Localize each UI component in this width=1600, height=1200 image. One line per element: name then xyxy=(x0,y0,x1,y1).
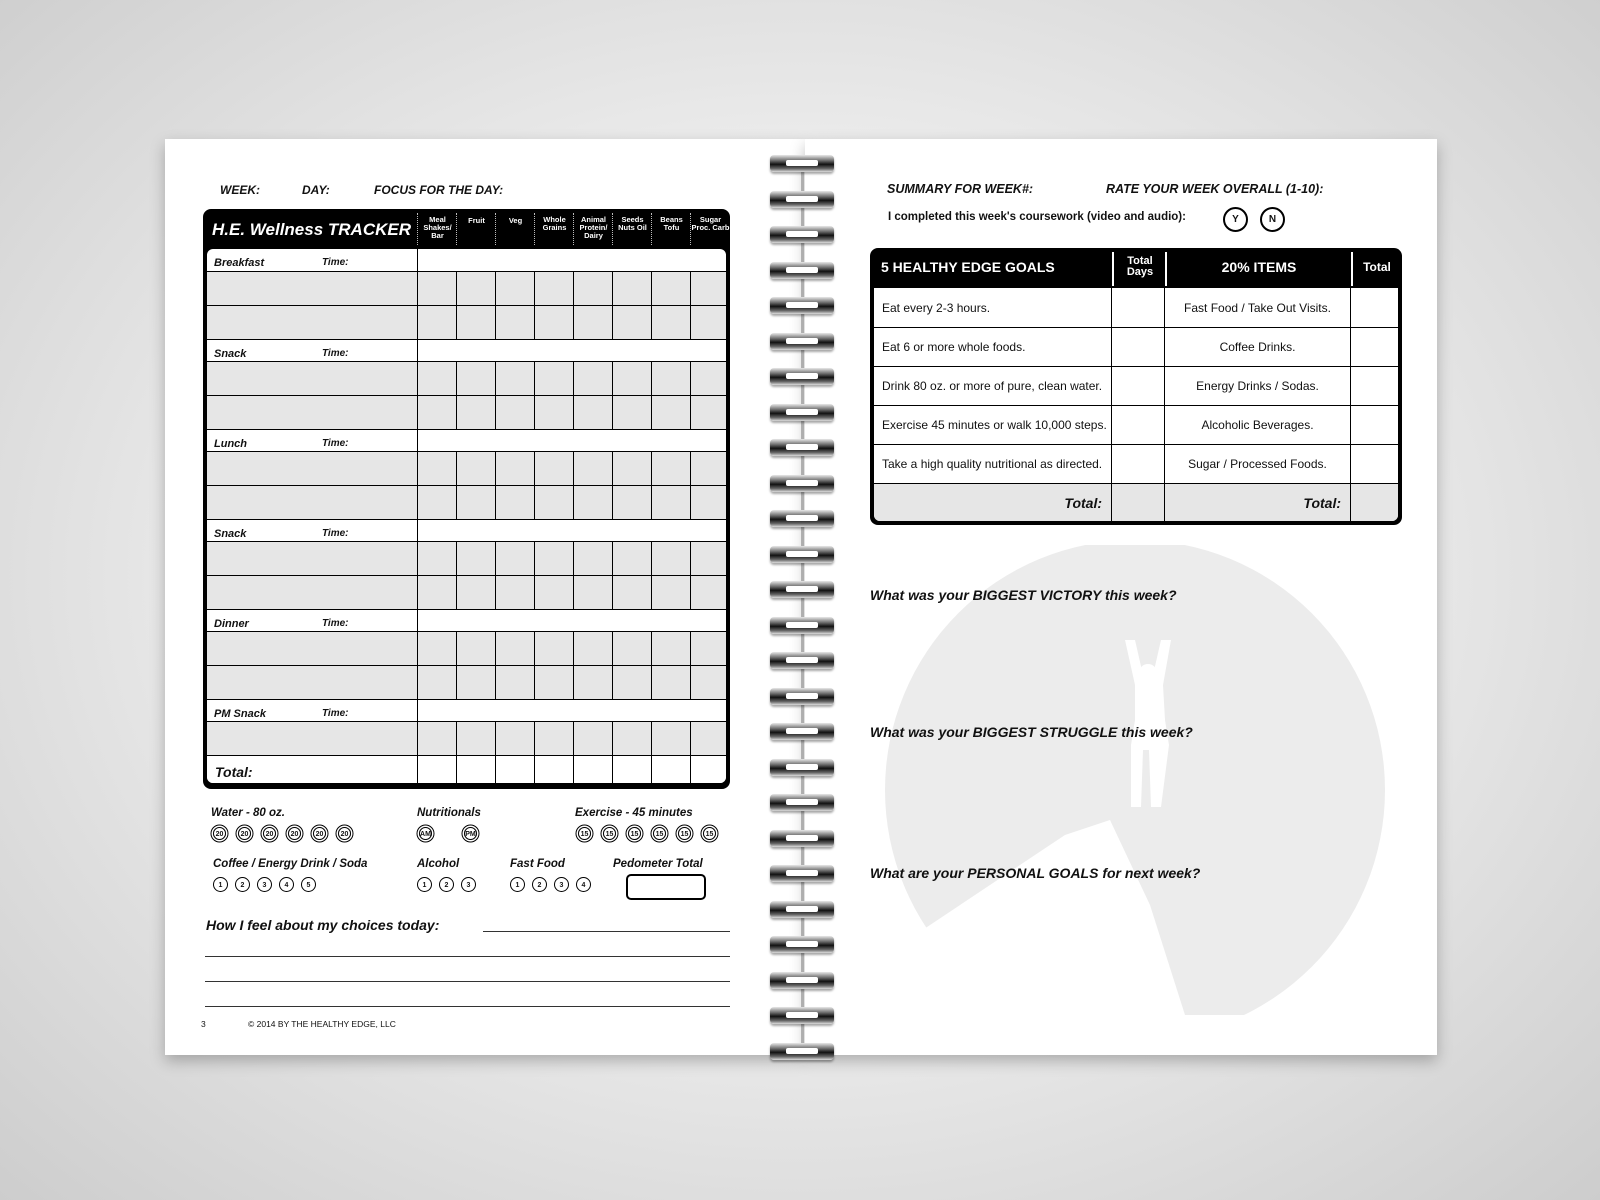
food-entry-row[interactable] xyxy=(207,361,726,395)
cell-divider xyxy=(534,396,535,429)
cell-divider xyxy=(690,306,691,339)
col-animal-protein: Animal Protein/ Dairy xyxy=(573,213,613,245)
cell-divider xyxy=(495,666,496,699)
spiral-coil xyxy=(770,226,834,243)
spiral-coil xyxy=(770,830,834,847)
goal-text: Eat 6 or more whole foods. xyxy=(882,340,1026,354)
spiral-coil xyxy=(770,475,834,492)
fast-food-label: Fast Food xyxy=(510,858,565,870)
cell-divider xyxy=(417,666,418,699)
cell-divider xyxy=(612,486,613,519)
cell-divider xyxy=(690,666,691,699)
food-entry-row[interactable] xyxy=(207,721,726,755)
col-meal-shakes: Meal Shakes/ Bar xyxy=(417,213,457,245)
time-label: Time: xyxy=(322,708,349,719)
cell-divider xyxy=(690,452,691,485)
cell-divider xyxy=(495,272,496,305)
cell-divider xyxy=(456,632,457,665)
cell-divider xyxy=(456,576,457,609)
check-circle[interactable]: PM xyxy=(464,827,477,840)
cell-divider xyxy=(534,272,535,305)
check-circle[interactable]: 15 xyxy=(628,827,641,840)
cell-divider xyxy=(1111,328,1112,366)
tracker-title: H.E. Wellness TRACKER xyxy=(212,220,412,239)
spiral-coil xyxy=(770,617,834,634)
col-beans-tofu: Beans Tofu xyxy=(651,213,691,245)
spiral-coil xyxy=(770,297,834,314)
cell-divider xyxy=(1164,328,1165,366)
check-circle[interactable]: 3 xyxy=(257,877,272,892)
meal-label: PM Snack xyxy=(214,708,266,720)
cell-divider xyxy=(495,756,496,783)
check-circle[interactable]: 15 xyxy=(678,827,691,840)
item-text: Sugar / Processed Foods. xyxy=(1188,457,1327,471)
spiral-coil xyxy=(770,901,834,918)
check-circle[interactable]: 20 xyxy=(263,827,276,840)
cell-divider xyxy=(417,756,418,783)
meal-row xyxy=(207,339,726,361)
check-circle[interactable]: 20 xyxy=(288,827,301,840)
cell-divider xyxy=(690,486,691,519)
cell-divider xyxy=(1164,445,1165,483)
check-circle[interactable]: 4 xyxy=(279,877,294,892)
check-circle[interactable]: 1 xyxy=(510,877,525,892)
cell-divider xyxy=(573,396,574,429)
cell-divider xyxy=(1111,484,1112,521)
check-circle[interactable]: 20 xyxy=(313,827,326,840)
question-goals: What are your PERSONAL GOALS for next week? xyxy=(870,865,1201,881)
cell-divider xyxy=(456,362,457,395)
header-divider-2 xyxy=(1165,252,1167,286)
cell-divider xyxy=(1164,288,1165,327)
nutritionals-circles xyxy=(417,825,487,843)
cell-divider xyxy=(534,306,535,339)
cell-divider xyxy=(1350,445,1351,483)
cell-divider xyxy=(651,722,652,755)
meal-divider xyxy=(417,700,418,721)
check-circle[interactable]: AM xyxy=(419,827,432,840)
spiral-coil xyxy=(770,865,834,882)
food-entry-row[interactable] xyxy=(207,395,726,429)
meal-row xyxy=(207,699,726,721)
cell-divider xyxy=(573,666,574,699)
food-entry-row[interactable] xyxy=(207,451,726,485)
cell-divider xyxy=(456,542,457,575)
cell-divider xyxy=(417,632,418,665)
check-circle[interactable]: 4 xyxy=(576,877,591,892)
cell-divider xyxy=(573,632,574,665)
meal-divider xyxy=(417,249,418,271)
meal-divider xyxy=(417,340,418,361)
cell-divider xyxy=(612,362,613,395)
cell-divider xyxy=(612,542,613,575)
spiral-coil xyxy=(770,1043,834,1060)
cell-divider xyxy=(690,722,691,755)
cell-divider xyxy=(456,396,457,429)
cell-divider xyxy=(534,756,535,783)
goal-row[interactable] xyxy=(874,327,1398,366)
check-circle[interactable]: 2 xyxy=(532,877,547,892)
goal-row[interactable] xyxy=(874,444,1398,483)
cell-divider xyxy=(495,632,496,665)
spiral-coil xyxy=(770,546,834,563)
cell-divider xyxy=(456,272,457,305)
header-divider-3 xyxy=(1351,252,1353,286)
cell-divider xyxy=(690,756,691,783)
cell-divider xyxy=(573,486,574,519)
spiral-coil xyxy=(770,1007,834,1024)
cell-divider xyxy=(612,396,613,429)
spiral-coil xyxy=(770,936,834,953)
pedometer-label: Pedometer Total xyxy=(613,858,703,870)
col-sugar: Sugar Proc. Carb xyxy=(690,213,730,245)
time-label: Time: xyxy=(322,618,349,629)
cell-divider xyxy=(612,576,613,609)
spiral-coil xyxy=(770,191,834,208)
alcohol-label: Alcohol xyxy=(417,858,460,870)
check-circle[interactable]: 15 xyxy=(603,827,616,840)
cell-divider xyxy=(495,306,496,339)
time-label: Time: xyxy=(322,438,349,449)
meal-divider xyxy=(417,610,418,631)
cell-divider xyxy=(651,486,652,519)
meal-row xyxy=(207,249,726,271)
cell-divider xyxy=(612,722,613,755)
spiral-coil xyxy=(770,972,834,989)
goal-text: Take a high quality nutritional as directed. xyxy=(882,457,1103,471)
item-text: Fast Food / Take Out Visits. xyxy=(1184,300,1331,315)
spiral-coil xyxy=(770,439,834,456)
cell-divider xyxy=(495,542,496,575)
spiral-coil xyxy=(770,581,834,598)
cell-divider xyxy=(534,576,535,609)
cell-divider xyxy=(534,722,535,755)
item-text: Alcoholic Beverages. xyxy=(1201,418,1314,432)
cell-divider xyxy=(534,542,535,575)
spiral-coil xyxy=(770,652,834,669)
cell-divider xyxy=(456,756,457,783)
goals-total-row[interactable] xyxy=(874,483,1398,521)
food-entry-row[interactable] xyxy=(207,575,726,609)
cell-divider xyxy=(417,306,418,339)
spiral-coil xyxy=(770,759,834,776)
cell-divider xyxy=(690,396,691,429)
check-circle[interactable]: 1 xyxy=(417,877,432,892)
time-label: Time: xyxy=(322,257,349,268)
items-header: 20% ITEMS xyxy=(1221,259,1297,275)
cell-divider xyxy=(1164,484,1165,521)
goal-text: Drink 80 oz. or more of pure, clean water. xyxy=(882,379,1103,393)
goal-row[interactable] xyxy=(874,288,1398,327)
spiral-coil xyxy=(770,723,834,740)
cell-divider xyxy=(573,362,574,395)
water-label: Water - 80 oz. xyxy=(211,807,285,819)
spiral-coil xyxy=(770,404,834,421)
cell-divider xyxy=(1111,406,1112,444)
cell-divider xyxy=(456,722,457,755)
spiral-coil xyxy=(770,510,834,527)
total-header: Total xyxy=(1363,260,1391,274)
col-fruit: Fruit xyxy=(456,213,496,245)
check-circle[interactable]: 3 xyxy=(554,877,569,892)
check-circle[interactable]: 15 xyxy=(578,827,591,840)
pedometer-box[interactable] xyxy=(626,874,706,900)
spiral-coil xyxy=(770,688,834,705)
cell-divider xyxy=(573,542,574,575)
cell-divider xyxy=(651,576,652,609)
cell-divider xyxy=(612,666,613,699)
cell-divider xyxy=(417,542,418,575)
check-circle[interactable]: 2 xyxy=(235,877,250,892)
cell-divider xyxy=(573,306,574,339)
victory-silhouette-icon xyxy=(885,545,1385,1015)
item-text: Coffee Drinks. xyxy=(1219,340,1296,354)
food-entry-row[interactable] xyxy=(207,541,726,575)
time-label: Time: xyxy=(322,528,349,539)
cell-divider xyxy=(534,486,535,519)
feel-line-3[interactable] xyxy=(205,981,730,982)
feel-line-1[interactable] xyxy=(483,931,730,932)
exercise-label: Exercise - 45 minutes xyxy=(575,807,693,819)
wellness-tracker xyxy=(203,209,730,789)
check-circle[interactable]: 3 xyxy=(461,877,476,892)
cell-divider xyxy=(495,396,496,429)
food-entry-row[interactable] xyxy=(207,485,726,519)
meal-label: Breakfast xyxy=(214,257,265,269)
cell-divider xyxy=(651,452,652,485)
cell-divider xyxy=(651,272,652,305)
cell-divider xyxy=(651,666,652,699)
copyright: © 2014 BY THE HEALTHY EDGE, LLC xyxy=(248,1019,396,1029)
question-victory: What was your BIGGEST VICTORY this week? xyxy=(870,587,1177,603)
item-text: Energy Drinks / Sodas. xyxy=(1196,379,1319,393)
meal-divider xyxy=(417,430,418,451)
cell-divider xyxy=(1350,328,1351,366)
question-struggle: What was your BIGGEST STRUGGLE this week? xyxy=(870,724,1193,740)
goals-total-left: Total: xyxy=(1064,494,1102,511)
cell-divider xyxy=(612,452,613,485)
tracker-total-label: Total: xyxy=(215,764,253,780)
meal-divider xyxy=(417,520,418,541)
cell-divider xyxy=(651,396,652,429)
nutritionals-label: Nutritionals xyxy=(417,807,481,819)
cell-divider xyxy=(534,362,535,395)
spiral-coil xyxy=(770,368,834,385)
cell-divider xyxy=(573,722,574,755)
cell-divider xyxy=(612,306,613,339)
day-label: DAY: xyxy=(302,183,330,197)
goal-text: Eat every 2-3 hours. xyxy=(882,300,991,315)
header-divider-1 xyxy=(1112,252,1114,286)
cell-divider xyxy=(573,272,574,305)
meal-row xyxy=(207,609,726,631)
cell-divider xyxy=(1350,406,1351,444)
page-number: 3 xyxy=(201,1019,206,1029)
rate-label: RATE YOUR WEEK OVERALL (1-10): xyxy=(1106,182,1324,196)
food-entry-row[interactable] xyxy=(207,665,726,699)
goal-row[interactable] xyxy=(874,366,1398,405)
cell-divider xyxy=(417,486,418,519)
cell-divider xyxy=(612,756,613,783)
cell-divider xyxy=(534,632,535,665)
spiral-coil xyxy=(770,333,834,350)
cell-divider xyxy=(651,362,652,395)
cell-divider xyxy=(690,576,691,609)
cell-divider xyxy=(417,396,418,429)
feel-line-4[interactable] xyxy=(205,1006,730,1007)
cell-divider xyxy=(417,362,418,395)
cell-divider xyxy=(495,362,496,395)
check-circle[interactable]: 5 xyxy=(301,877,316,892)
water-circles xyxy=(211,825,361,843)
cell-divider xyxy=(573,756,574,783)
cell-divider xyxy=(495,486,496,519)
feel-line-2[interactable] xyxy=(205,956,730,957)
cell-divider xyxy=(690,542,691,575)
cell-divider xyxy=(417,452,418,485)
col-seeds-nuts: Seeds Nuts Oil xyxy=(612,213,652,245)
cell-divider xyxy=(612,632,613,665)
cell-divider xyxy=(417,722,418,755)
goals-body xyxy=(874,288,1398,521)
meal-label: Dinner xyxy=(214,618,249,630)
yes-circle[interactable]: Y xyxy=(1223,207,1248,232)
goal-text: Exercise 45 minutes or walk 10,000 steps. xyxy=(882,418,1107,432)
meal-row xyxy=(207,429,726,451)
check-circle[interactable]: 1 xyxy=(213,877,228,892)
goals-table xyxy=(870,248,1402,525)
tracker-column-headers xyxy=(417,213,730,245)
left-page xyxy=(165,139,805,1055)
cell-divider xyxy=(690,632,691,665)
check-circle[interactable]: 20 xyxy=(213,827,226,840)
cell-divider xyxy=(1350,288,1351,327)
food-entry-row[interactable] xyxy=(207,631,726,665)
cell-divider xyxy=(651,632,652,665)
meal-label: Lunch xyxy=(214,438,247,450)
food-entry-row[interactable] xyxy=(207,305,726,339)
spiral-binding xyxy=(766,155,838,1055)
cell-divider xyxy=(495,576,496,609)
meal-label: Snack xyxy=(214,348,247,360)
cell-divider xyxy=(456,666,457,699)
cell-divider xyxy=(1350,484,1351,521)
cell-divider xyxy=(456,452,457,485)
cell-divider xyxy=(534,666,535,699)
cell-divider xyxy=(651,756,652,783)
cell-divider xyxy=(495,722,496,755)
summary-label: SUMMARY FOR WEEK#: xyxy=(887,182,1034,196)
coffee-label: Coffee / Energy Drink / Soda xyxy=(213,858,368,870)
time-label: Time: xyxy=(322,348,349,359)
coffee-circles xyxy=(213,876,323,894)
check-circle[interactable]: 15 xyxy=(703,827,716,840)
total-days-header: Total Days xyxy=(1126,255,1154,278)
spiral-coil xyxy=(770,794,834,811)
cell-divider xyxy=(1350,367,1351,405)
alcohol-circles xyxy=(417,876,483,894)
cell-divider xyxy=(495,452,496,485)
cell-divider xyxy=(1164,367,1165,405)
fast-food-circles xyxy=(510,876,598,894)
goal-row[interactable] xyxy=(874,405,1398,444)
check-circle[interactable]: 20 xyxy=(338,827,351,840)
meal-label: Snack xyxy=(214,528,247,540)
spiral-coil xyxy=(770,155,834,172)
no-circle[interactable]: N xyxy=(1260,207,1285,232)
cell-divider xyxy=(534,452,535,485)
cell-divider xyxy=(612,272,613,305)
cell-divider xyxy=(690,362,691,395)
coursework-label: I completed this week's coursework (video and audio): xyxy=(888,211,1186,223)
spine-line xyxy=(801,155,804,1055)
cell-divider xyxy=(651,542,652,575)
spiral-coil xyxy=(770,262,834,279)
goals-header: 5 HEALTHY EDGE GOALS xyxy=(881,259,1055,275)
cell-divider xyxy=(456,306,457,339)
col-veg: Veg xyxy=(495,213,535,245)
meal-row xyxy=(207,519,726,541)
cell-divider xyxy=(1111,445,1112,483)
cell-divider xyxy=(1111,367,1112,405)
week-label: WEEK: xyxy=(220,183,260,197)
goals-total-right: Total: xyxy=(1303,494,1341,511)
check-circle[interactable]: 15 xyxy=(653,827,666,840)
cell-divider xyxy=(1164,406,1165,444)
cell-divider xyxy=(417,576,418,609)
col-whole-grains: Whole Grains xyxy=(534,213,574,245)
tracker-grid xyxy=(207,249,726,783)
cell-divider xyxy=(573,576,574,609)
cell-divider xyxy=(417,272,418,305)
focus-label: FOCUS FOR THE DAY: xyxy=(374,183,504,197)
food-entry-row[interactable] xyxy=(207,271,726,305)
right-page xyxy=(805,139,1437,1055)
tracker-total-row[interactable] xyxy=(207,755,726,783)
cell-divider xyxy=(651,306,652,339)
cell-divider xyxy=(573,452,574,485)
check-circle[interactable]: 20 xyxy=(238,827,251,840)
feel-prompt: How I feel about my choices today: xyxy=(206,917,440,933)
exercise-circles xyxy=(576,825,726,843)
cell-divider xyxy=(456,486,457,519)
cell-divider xyxy=(1111,288,1112,327)
cell-divider xyxy=(690,272,691,305)
check-circle[interactable]: 2 xyxy=(439,877,454,892)
